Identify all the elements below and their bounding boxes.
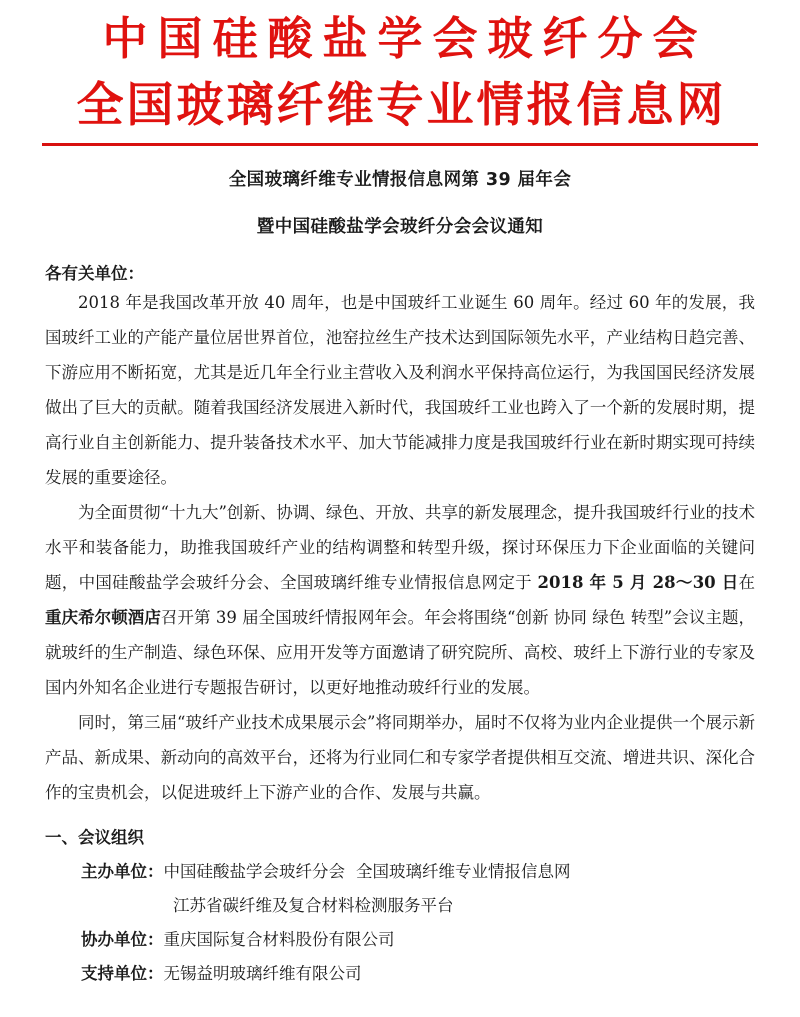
organizer-label-coorganizer: 协办单位： xyxy=(81,930,164,950)
organizer-value-supporter: 无锡益明玻璃纤维有限公司 xyxy=(163,964,362,984)
text-run-1: 2018 年 5 月 28～30 日 xyxy=(537,573,739,593)
organizer-label-supporter: 支持单位： xyxy=(81,964,164,984)
text-run-0: 同时，第三届“玻纤产业技术成果展示会”将同期举办，届时不仅将为业内企业提供一个展示新产品、新成果、新动向的高效平台，还将为行业同仁和专家学者提供相互交流、增进共识、深化合作的宝贵机会，以促进玻纤上下游产业的合作、发展与共赢。 xyxy=(45,713,755,803)
salutation: 各有关单位： xyxy=(45,264,144,283)
text-run-0: 为全面贯彻“十九大”创新、协调、绿色、开放、共享的新发展理念，提升我国玻纤行业的技术水平和装备能力，助推我国玻纤产业的结构调整和转型升级，探讨环保压力下企业面临的关键问题，中国硅酸盐学会玻纤分会、全国玻璃纤维专业情报信息网定于 xyxy=(45,503,755,593)
organizer-row-coorganizer xyxy=(45,923,755,957)
paragraph-1 xyxy=(45,285,755,495)
organizer-row-host-continuation: 江苏省碳纤维及复合材料检测服务平台 xyxy=(173,896,454,916)
organizer-row-supporter xyxy=(45,957,755,991)
organizer-row-host xyxy=(45,855,755,889)
document-body xyxy=(45,262,755,991)
organizer-value-host-2: 全国玻璃纤维专业情报信息网 xyxy=(356,862,571,882)
masthead-line-1: 中国硅酸盐学会玻纤分会 xyxy=(102,12,708,65)
document-title-line-1: 全国玻璃纤维专业情报信息网第 39 届年会 xyxy=(228,170,572,190)
section-heading-1: 一、会议组织 xyxy=(45,828,144,848)
masthead xyxy=(0,0,800,146)
masthead-line-2: 全国玻璃纤维专业情报信息网 xyxy=(76,78,727,133)
text-run-0: 2018 年是我国改革开放 40 周年，也是中国玻纤工业诞生 60 周年。经过 60 年的发展，我国玻纤工业的产能产量位居世界首位，池窑拉丝生产技术达到国际领先水平，产业结构日趋完善、下游应用不断拓宽，尤其是近几年全行业主营收入及利润水平保持高位运行，为我国国民经济发展做出了巨大的贡献。随着我国经济发展进入新时代，我国玻纤工业也跨入了一个新的发展时期，提高行业自主创新能力、提升装备技术水平、加大节能减排力度是我国玻纤行业在新时期实现可持续发展的重要途径。 xyxy=(45,293,755,488)
organizer-value-coorganizer: 重庆国际复合材料股份有限公司 xyxy=(163,930,395,950)
text-run-4: 召开第 39 届全国玻纤情报网年会。年会将围绕“创新 协同 绿色 转型”会议主题，就玻纤的生产制造、绿色环保、应用开发等方面邀请了研究院所、高校、玻纤上下游行业的专家及国内外知名企业进行专题报告研讨，以更好地推动玻纤行业的发展。 xyxy=(45,608,755,698)
document-title-line-2: 暨中国硅酸盐学会玻纤分会会议通知 xyxy=(256,217,544,237)
text-run-2: 在 xyxy=(738,573,755,593)
organizer-label-host: 主办单位： xyxy=(81,862,164,882)
text-run-3: 重庆希尔顿酒店 xyxy=(45,608,161,628)
paragraph-2 xyxy=(45,495,755,705)
organizer-value-host: 中国硅酸盐学会玻纤分会 xyxy=(163,862,345,882)
masthead-divider xyxy=(42,143,758,146)
paragraph-3 xyxy=(45,705,755,810)
